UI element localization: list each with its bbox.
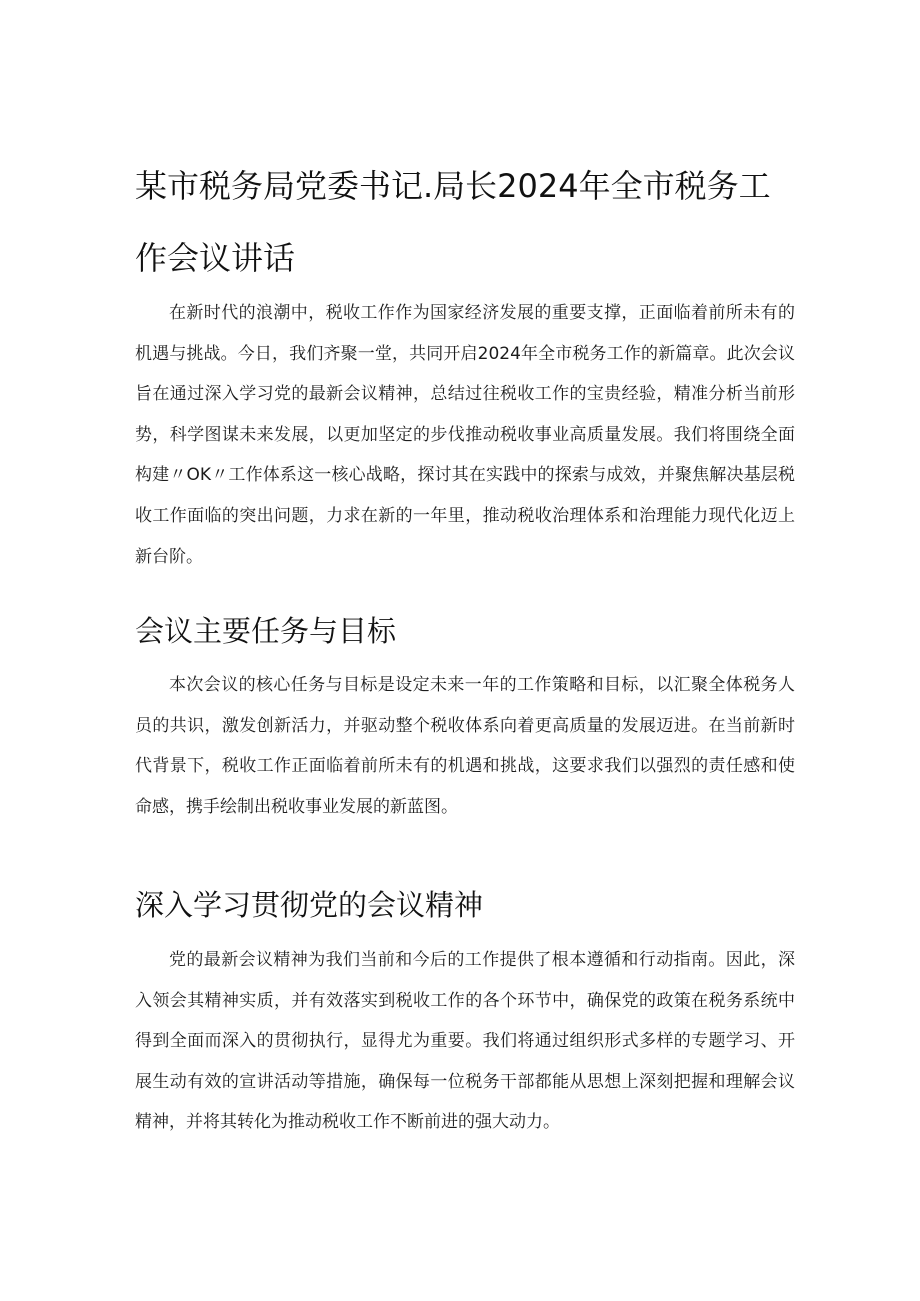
intro-paragraph: 在新时代的浪潮中，税收工作作为国家经济发展的重要支撑，正面临着前所未有的机遇与挑战。今日，我们齐聚一堂，共同开启2024年全市税务工作的新篇章。此次会议旨在通过深入学习党的最新会议精神，总结过往税收工作的宝贵经验，精准分析当前形势，科学图谋未来发展，以更加坚定的步伐推动税收事业高质量发展。我们将围绕全面构建〃OK〃工作体系这一核心战略，探讨其在实践中的探索与成效，并聚焦解决基层税收工作面临的突出问题，力求在新的一年里，推动税收治理体系和治理能力现代化迈上新台阶。 bbox=[135, 303, 795, 567]
section-heading-party-spirit: 深入学习贯彻党的会议精神 bbox=[135, 888, 484, 922]
document-title: 某市税务局党委书记.局长2024年全市税务工作会议讲话 bbox=[135, 167, 771, 277]
section-body-party-spirit: 党的最新会议精神为我们当前和今后的工作提供了根本遵循和行动指南。因此，深入领会其精神实质，并有效落实到税收工作的各个环节中，确保党的政策在税务系统中得到全面而深入的贯彻执行，显得尤为重要。我们将通过组织形式多样的专题学习、开展生动有效的宣讲活动等措施，确保每一位税务干部都能从思想上深刻把握和理解会议精神，并将其转化为推动税收工作不断前进的强大动力。 bbox=[135, 950, 795, 1133]
section-heading-tasks-goals: 会议主要任务与目标 bbox=[135, 614, 397, 648]
section-body-tasks-goals: 本次会议的核心任务与目标是设定未来一年的工作策略和目标，以汇聚全体税务人员的共识，激发创新活力，并驱动整个税收体系向着更高质量的发展迈进。在当前新时代背景下，税收工作正面临着前所未有的机遇和挑战，这要求我们以强烈的责任感和使命感，携手绘制出税收事业发展的新蓝图。 bbox=[135, 675, 795, 817]
